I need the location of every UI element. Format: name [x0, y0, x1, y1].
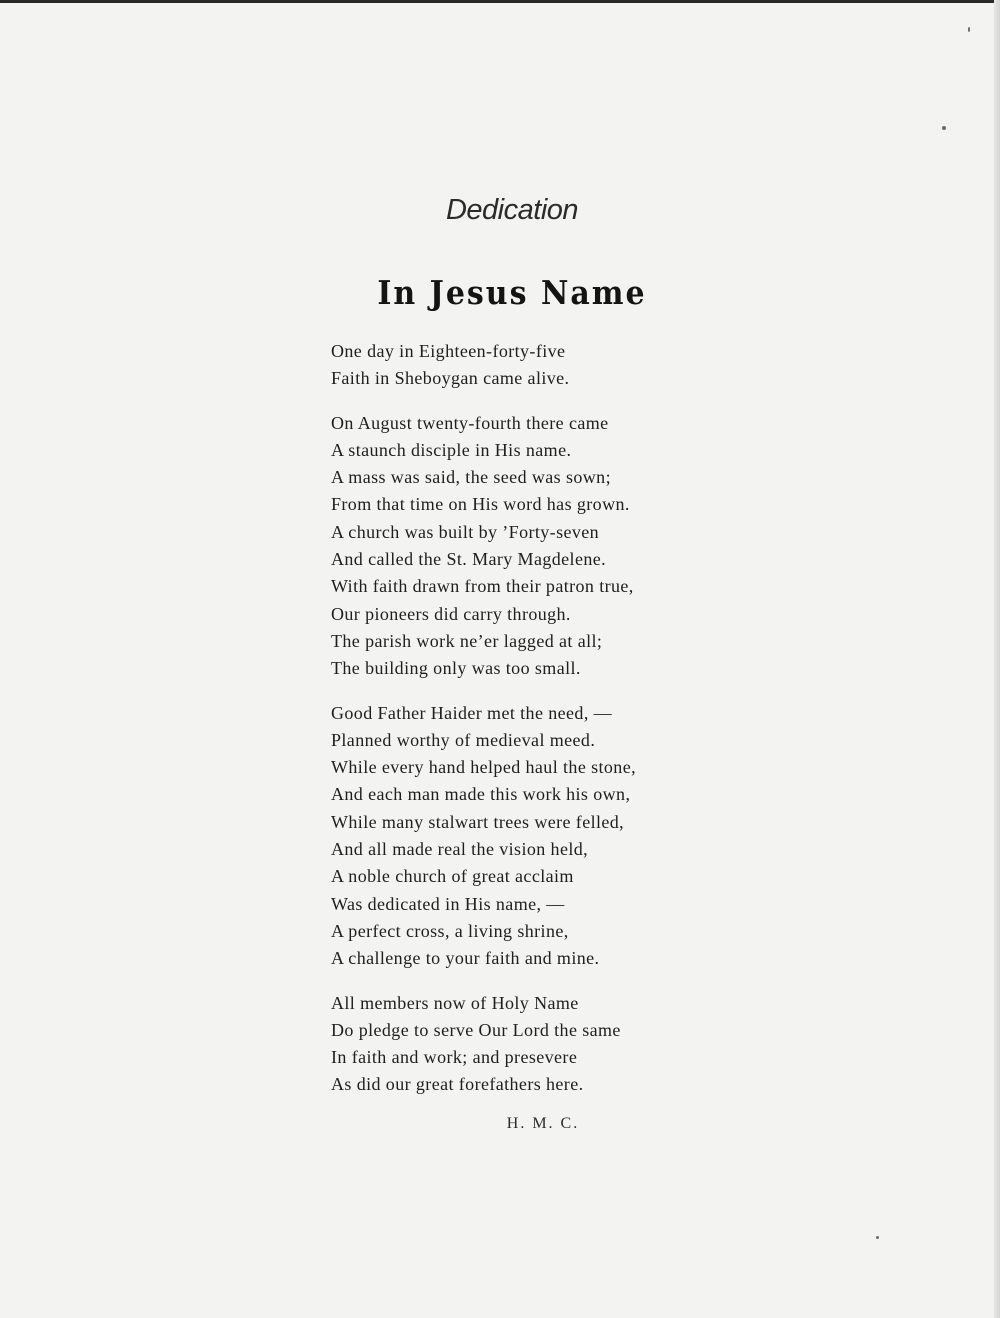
paper-speck	[942, 126, 946, 130]
dedication-heading: Dedication	[445, 194, 579, 226]
poem-line: A staunch disciple in His name.	[331, 439, 572, 460]
stanza-3	[331, 700, 711, 973]
poem-body	[331, 338, 711, 1116]
poem-line: From that time on His word has grown.	[331, 494, 630, 515]
poem-line: Planned worthy of medieval meed.	[331, 729, 596, 750]
poem-line: The building only was too small.	[331, 658, 581, 679]
poem-line: And called the St. Mary Magdelene.	[331, 549, 607, 570]
poem-line: A perfect cross, a living shrine,	[331, 920, 569, 941]
poem-line: Do pledge to serve Our Lord the same	[331, 1019, 621, 1040]
stanza-4	[331, 990, 711, 1099]
poem-line: Our pioneers did carry through.	[331, 603, 571, 624]
stanza-1	[331, 338, 711, 393]
poem-line: And all made real the vision held,	[331, 839, 589, 860]
poem-line: While every hand helped haul the stone,	[331, 757, 636, 778]
poem-line: A church was built by ’Forty-seven	[331, 521, 600, 542]
poem-line: Faith in Sheboygan came alive.	[331, 368, 570, 389]
poem-line: As did our great forefathers here.	[331, 1074, 584, 1095]
poem-line: And each man made this work his own,	[331, 784, 631, 805]
poem-line: The parish work ne’er lagged at all;	[331, 630, 603, 651]
poem-line: All members now of Holy Name	[331, 992, 579, 1013]
poem-line: With faith drawn from their patron true,	[331, 576, 634, 597]
paper-speck	[968, 27, 970, 32]
poem-line: While many stalwart trees were felled,	[331, 811, 625, 832]
page-top-edge	[0, 0, 1000, 3]
poem-line: Was dedicated in His name, —	[331, 893, 565, 914]
stanza-2	[331, 410, 711, 683]
poem-line: A mass was said, the seed was sown;	[331, 467, 611, 488]
poem-line: A noble church of great acclaim	[331, 866, 574, 887]
author-initials: H. M. C.	[506, 1115, 580, 1132]
poem-line: In faith and work; and presevere	[331, 1047, 578, 1068]
paper-speck	[876, 1236, 879, 1239]
poem-line: On August twenty-fourth there came	[331, 412, 609, 433]
poem-line: A challenge to your faith and mine.	[331, 948, 600, 969]
poem-line: Good Father Haider met the need, —	[331, 702, 613, 723]
poem-line: One day in Eighteen-forty-five	[331, 341, 566, 361]
poem-title: In Jesus Name	[377, 274, 647, 313]
